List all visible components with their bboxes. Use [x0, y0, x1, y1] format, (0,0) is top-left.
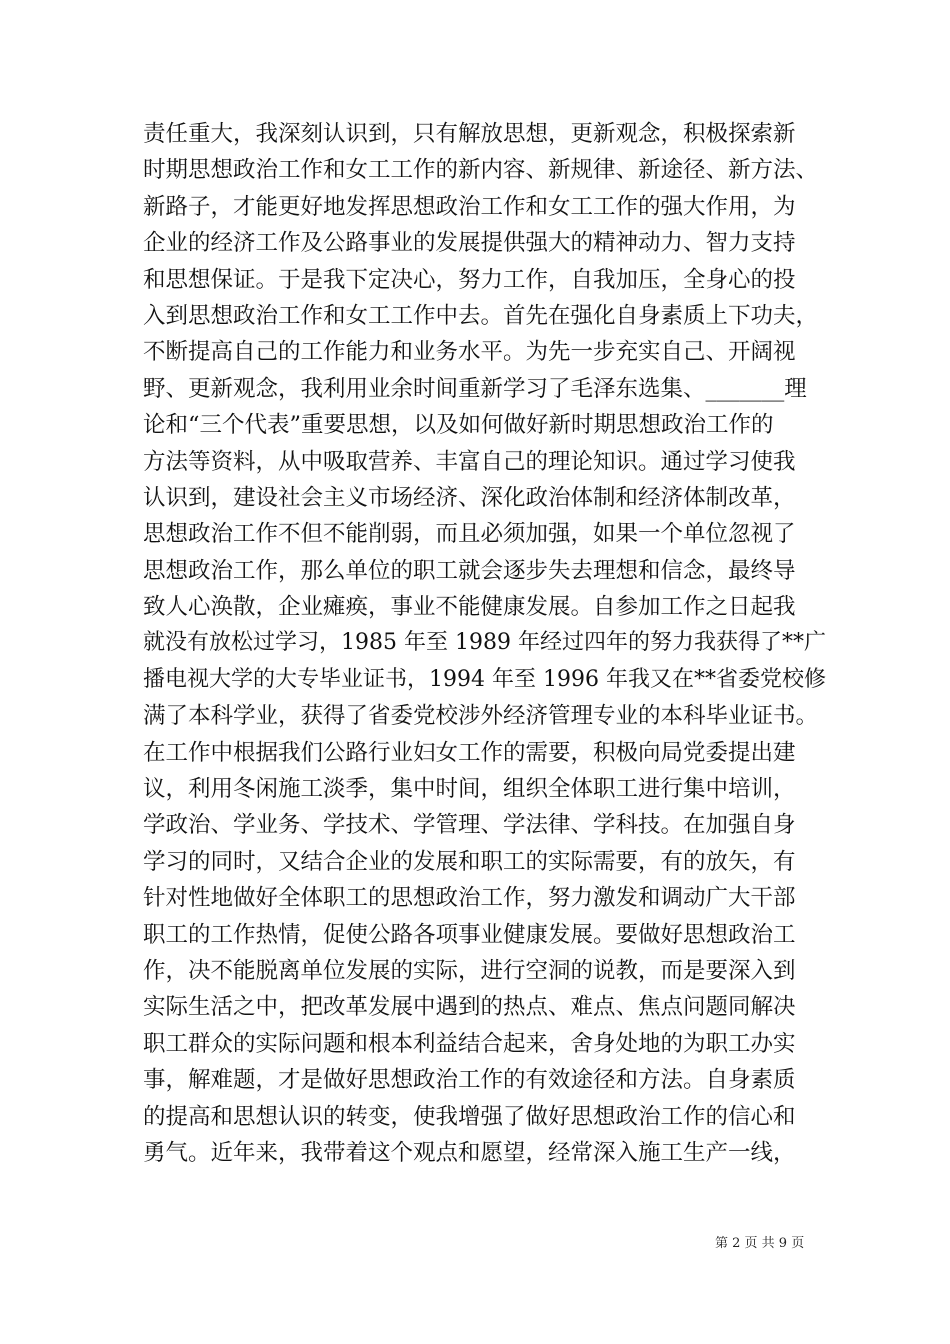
- text-line: 和思想保证。于是我下定决心，努力工作，自我加压，全身心的投: [143, 266, 796, 293]
- text-line: 时期思想政治工作和女工工作的新内容、新规律、新途径、新方法、: [143, 157, 819, 184]
- text-line: 在工作中根据我们公路行业妇女工作的需要，积极向局党委提出建: [143, 739, 796, 766]
- text-line: 责任重大，我深刻认识到，只有解放思想，更新观念，积极探索新: [143, 121, 796, 147]
- text-line: 职工群众的实际问题和根本利益结合起来，舍身处地的为职工办实: [143, 1030, 796, 1057]
- text-line: 实际生活之中，把改革发展中遇到的热点、难点、焦点问题同解决: [143, 994, 796, 1021]
- text-line: 入到思想政治工作和女工工作中去。首先在强化自身素质上下功夫，: [143, 302, 819, 329]
- text-line: 思想政治工作不但不能削弱，而且必须加强，如果一个单位忽视了: [143, 521, 796, 548]
- text-line: 方法等资料，从中吸取营养、丰富自己的理论知识。通过学习使我: [143, 448, 796, 475]
- text-line: 学习的同时，又结合企业的发展和职工的实际需要，有的放矢，有: [143, 848, 796, 875]
- text-line: 新路子，才能更好地发挥思想政治工作和女工工作的强大作用，为: [143, 193, 796, 220]
- text-line: 不断提高自己的工作能力和业务水平。为先一步充实自己、开阔视: [143, 339, 796, 366]
- text-line: 思想政治工作，那么单位的职工就会逐步失去理想和信念，最终导: [143, 557, 796, 584]
- text-line: 作，决不能脱离单位发展的实际，进行空洞的说教，而是要深入到: [143, 957, 796, 984]
- text-line: 勇气。近年来，我带着这个观点和愿望，经常深入施工生产一线，: [143, 1139, 796, 1166]
- text-line: 针对性地做好全体职工的思想政治工作，努力激发和调动广大干部: [143, 885, 796, 912]
- text-line: 满了本科学业，获得了省委党校涉外经济管理专业的本科毕业证书。: [143, 703, 819, 730]
- text-line: 职工的工作热情，促使公路各项事业健康发展。要做好思想政治工: [143, 921, 796, 948]
- text-line: 野、更新观念，我利用业余时间重新学习了毛泽东选集、_______理: [143, 375, 807, 402]
- text-line: 议，利用冬闲施工淡季，集中时间，组织全体职工进行集中培训，: [143, 776, 796, 803]
- text-line: 认识到，建设社会主义市场经济、深化政治体制和经济体制改革，: [143, 484, 796, 511]
- text-line: 学政治、学业务、学技术、学管理、学法律、学科技。在加强自身: [143, 812, 796, 839]
- page-number-footer: 第 2 页 共 9 页: [715, 1236, 805, 1251]
- text-line: 致人心涣散，企业瘫痪，事业不能健康发展。自参加工作之日起我: [143, 594, 796, 621]
- text-line: 论和“三个代表”重要思想，以及如何做好新时期思想政治工作的: [143, 412, 774, 439]
- text-line: 就没有放松过学习，1985 年至 1989 年经过四年的努力我获得了**广: [143, 630, 826, 656]
- text-line: 的提高和思想认识的转变，使我增强了做好思想政治工作的信心和: [143, 1103, 796, 1130]
- text-line: 事，解难题，才是做好思想政治工作的有效途径和方法。自身素质: [143, 1067, 796, 1094]
- text-line: 企业的经济工作及公路事业的发展提供强大的精神动力、智力支持: [143, 230, 796, 257]
- text-line: 播电视大学的大专毕业证书，1994 年至 1996 年我又在**省委党校修: [143, 666, 826, 692]
- body-text: [143, 116, 833, 1171]
